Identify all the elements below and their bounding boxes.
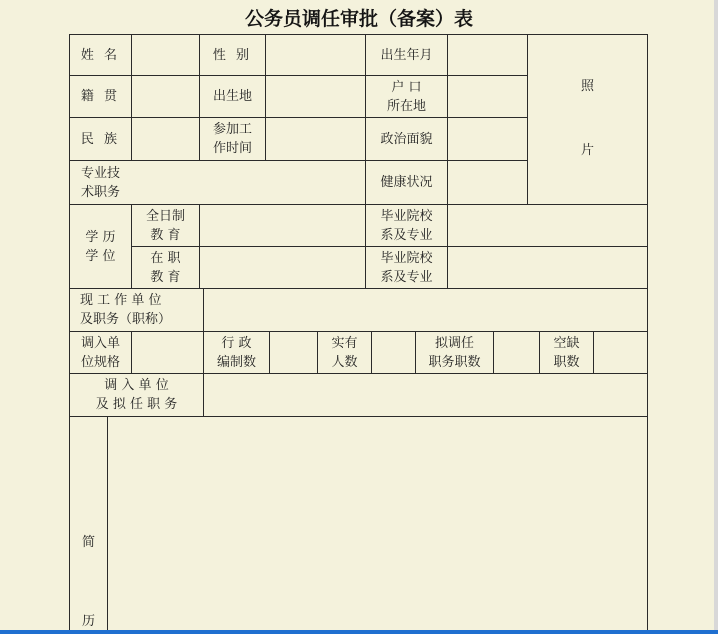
label-name: 姓 名 <box>80 47 121 63</box>
label-birthplace: 出生地 <box>212 89 252 104</box>
school-major-2-field[interactable] <box>448 247 647 288</box>
label-native-place: 籍 贯 <box>80 89 121 104</box>
label-school-major-2: 毕业院校 系及专业 <box>380 250 433 285</box>
label-actual-staff: 实有 人数 <box>331 335 358 370</box>
current-unit-field[interactable] <box>204 289 647 331</box>
label-school-major-1: 毕业院校 系及专业 <box>380 208 433 243</box>
label-birth-date: 出生年月 <box>380 47 433 63</box>
label-resume-bottom: 历 <box>81 613 95 629</box>
tech-title-field[interactable] <box>132 161 365 204</box>
inservice-education-field[interactable] <box>200 247 365 288</box>
grid-line <box>647 34 648 630</box>
label-tech-title: 专业技 术职务 <box>80 165 120 200</box>
transfer-unit-field[interactable] <box>204 374 647 416</box>
label-political-status: 政治面貌 <box>380 131 433 147</box>
label-fulltime-education: 全日制 教 育 <box>145 208 185 243</box>
vacant-posts-field[interactable] <box>594 332 647 373</box>
label-photo-top: 照 <box>580 78 594 94</box>
label-photo-bottom: 片 <box>580 142 594 158</box>
admin-staff-field[interactable] <box>270 332 317 373</box>
birth-date-field[interactable] <box>448 35 527 75</box>
political-status-field[interactable] <box>448 118 527 160</box>
label-planned-posts: 拟调任 职务职数 <box>428 335 481 370</box>
bottom-bar <box>0 630 718 634</box>
label-unit-scale: 调入单 位规格 <box>80 335 120 370</box>
label-hukou: 户 口 所在地 <box>386 79 426 114</box>
label-education-degree: 学 历 学 位 <box>85 229 116 264</box>
photo-area[interactable] <box>528 35 647 204</box>
unit-scale-field[interactable] <box>132 332 203 373</box>
health-field[interactable] <box>448 161 527 204</box>
birthplace-field[interactable] <box>266 76 365 117</box>
label-work-start: 参加工 作时间 <box>212 122 252 156</box>
actual-staff-field[interactable] <box>372 332 415 373</box>
label-inservice-education: 在 职 教 育 <box>150 250 181 285</box>
planned-posts-field[interactable] <box>494 332 539 373</box>
gender-field[interactable] <box>266 35 365 75</box>
window-edge <box>714 0 718 634</box>
label-gender: 性 别 <box>212 47 253 63</box>
name-field[interactable] <box>132 35 199 75</box>
label-resume-top: 简 <box>81 534 95 550</box>
resume-field[interactable] <box>108 417 647 630</box>
hukou-field[interactable] <box>448 76 527 117</box>
work-start-field[interactable] <box>266 118 365 160</box>
fulltime-education-field[interactable] <box>200 205 365 246</box>
school-major-1-field[interactable] <box>448 205 647 246</box>
form-title: 公务员调任审批（备案）表 <box>244 8 473 30</box>
label-current-unit: 现 工 作 单 位 及职务（职称） <box>80 293 172 327</box>
label-health: 健康状况 <box>380 175 433 190</box>
label-ethnicity: 民 族 <box>80 131 121 147</box>
label-transfer-unit: 调 入 单 位 及 拟 任 职 务 <box>95 378 178 412</box>
label-admin-staff: 行 政 编制数 <box>216 335 256 370</box>
native-place-field[interactable] <box>132 76 199 117</box>
label-vacant-posts: 空缺 职数 <box>553 335 580 370</box>
ethnicity-field[interactable] <box>132 118 199 160</box>
